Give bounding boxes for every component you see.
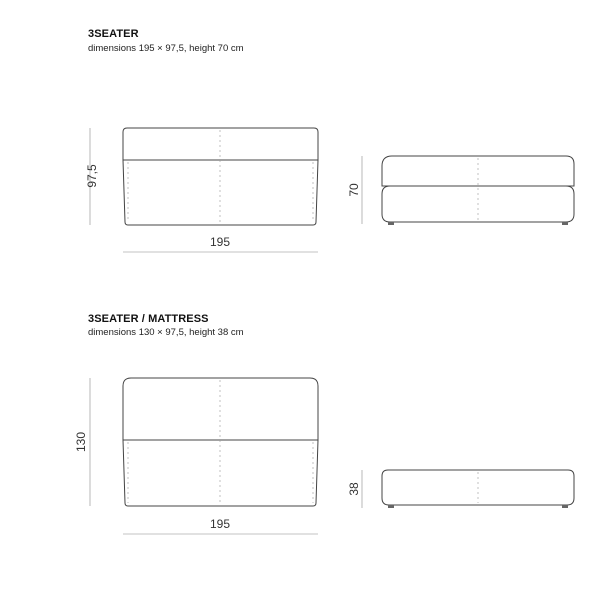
width-dimension-label: 195 bbox=[209, 517, 231, 531]
width-dimension-label: 195 bbox=[209, 235, 231, 249]
depth-dimension-label: 130 bbox=[74, 431, 88, 453]
sofa-seat-outline bbox=[123, 160, 318, 225]
sofa-backrest-outline bbox=[123, 128, 318, 160]
height-dimension-label: 70 bbox=[347, 183, 361, 197]
section-2-title: 3SEATER / MATTRESS bbox=[88, 313, 209, 325]
mattress-foot-right bbox=[562, 505, 568, 508]
section-1-dimensions: dimensions 195 × 97,5, height 70 cm bbox=[88, 43, 244, 54]
mattress-upper-panel-outline bbox=[123, 378, 318, 440]
sofa-back-cushion-outline bbox=[382, 156, 574, 186]
sofa-foot-left bbox=[388, 222, 394, 225]
sofa-foot-right bbox=[562, 222, 568, 225]
section-1-title: 3SEATER bbox=[88, 28, 139, 40]
mattress-top-view bbox=[123, 378, 318, 506]
mattress-foot-left bbox=[388, 505, 394, 508]
sofa-top-view bbox=[123, 128, 318, 225]
mattress-side-view bbox=[382, 470, 574, 508]
height-dimension-label: 38 bbox=[347, 482, 361, 496]
mattress-lower-panel-outline bbox=[123, 440, 318, 506]
section-2-dimensions: dimensions 130 × 97,5, height 38 cm bbox=[88, 327, 244, 338]
depth-dimension-label: 97,5 bbox=[85, 164, 99, 188]
sofa-side-view bbox=[382, 156, 574, 225]
